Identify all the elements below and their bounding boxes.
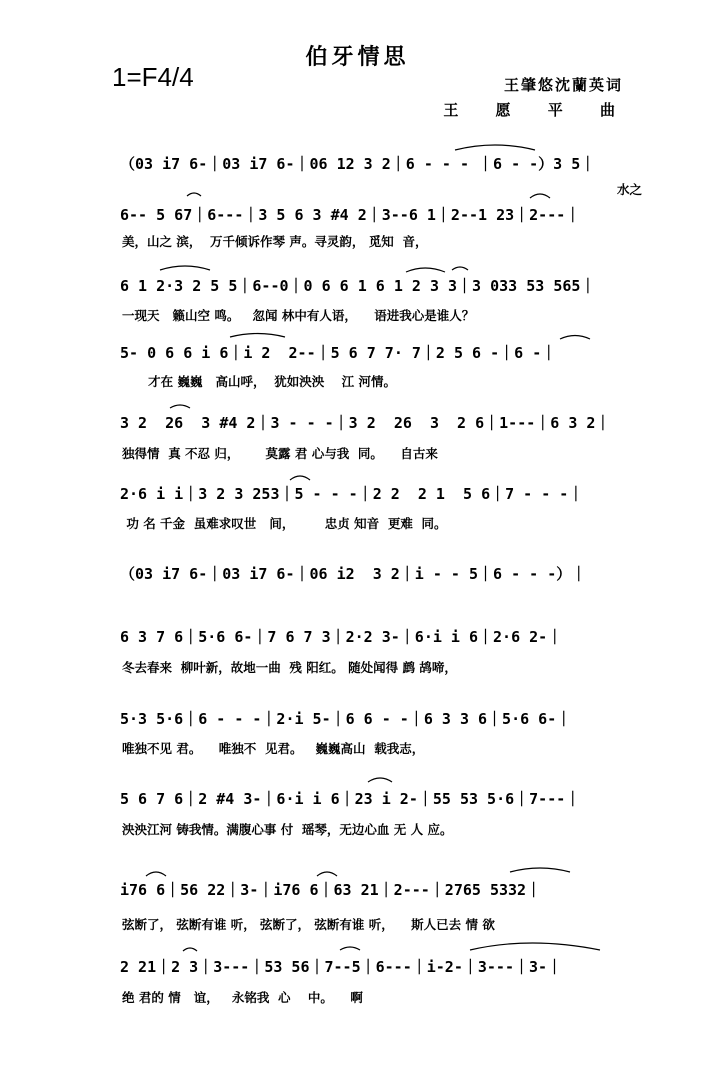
notation-row-2: 6-- 5 67｜6---｜3 5 6 3 #4 2｜3--6 1｜2--1 23｜2---｜ bbox=[120, 206, 581, 224]
lyrics-row-9: 唯独不见 君。 唯独不 见君。 巍巍高山 载我志， bbox=[122, 741, 425, 756]
lyricist-credit: 王肇悠沈蘭英词 bbox=[503, 76, 623, 94]
composer-credit: 王 愿 平 曲 bbox=[443, 101, 631, 119]
lyrics-row-11: 弦断了， 弦断有谁 听， 弦断了， 弦断有谁 听， 斯人已去 情 欲 bbox=[122, 917, 495, 932]
notation-row-9: 5·3 5·6｜6 - - -｜2·i 5-｜6 6 - -｜6 3 3 6｜5·6 6-｜ bbox=[120, 710, 572, 728]
notation-row-3: 6 1 2·3 2 5 5｜6--0｜0 6 6 1 6 1 2 3 3｜3 033 53 565｜ bbox=[120, 277, 596, 295]
slur-mark bbox=[230, 334, 285, 338]
notation-row-7: （03 i7 6-｜03 i7 6-｜06 i2 3 2｜i - - 5｜6 - - -）｜ bbox=[120, 565, 587, 583]
slur-mark bbox=[452, 267, 468, 270]
notation-row-6: 2·6 i i｜3 2 3 253｜5 - - -｜2 2 2 1 5 6｜7 - - -｜ bbox=[120, 485, 584, 503]
lyrics-row-8: 冬去春来 柳叶新，故地一曲 残 阳红。 随处闻得 鹧 鸪啼， bbox=[122, 660, 457, 675]
lyrics-row-3: 一现天 籁山空 鸣。 忽闻 林中有人语， 语进我心是谁人？ bbox=[122, 308, 475, 323]
slur-mark bbox=[170, 405, 190, 408]
slur-mark bbox=[160, 266, 210, 270]
lyrics-row-10: 泱泱江河 铸我情。满腹心事 付 瑶琴，无边心血 无 人 应。 bbox=[122, 822, 453, 837]
lyrics-row-12: 绝 君的 情 谊， 永铭我 心 中。 啊 bbox=[122, 990, 363, 1005]
lyrics-row-5: 独得情 真 不忍 归， 莫露 君 心与我 同。 自古来 bbox=[122, 446, 438, 461]
notation-row-5: 3 2 26 3 #4 2｜3 - - -｜3 2 26 3 2 6｜1---｜6 3 2｜ bbox=[120, 414, 611, 432]
lyrics-row-1: 水之 bbox=[616, 182, 642, 197]
notation-row-4: 5- 0 6 6 i 6｜i 2 2--｜5 6 7 7· 7｜2 5 6 -｜6 -｜ bbox=[120, 344, 557, 362]
slur-mark bbox=[470, 943, 600, 950]
song-title: 伯牙情思 bbox=[305, 44, 410, 70]
notation-row-12: 2 21｜2 3｜3---｜53 56｜7--5｜6---｜i-2-｜3---｜3-｜ bbox=[120, 958, 563, 976]
slur-mark bbox=[368, 778, 392, 782]
notation-row-11: i76 6｜56 22｜3-｜i76 6｜63 21｜2---｜2765 5332｜ bbox=[120, 881, 542, 899]
notation-row-10: 5 6 7 6｜2 #4 3-｜6·i i 6｜23 i 2-｜55 53 5·6｜7---｜ bbox=[120, 790, 581, 808]
slur-mark bbox=[340, 947, 360, 950]
lyrics-row-6: 功 名 千金 虽难求叹世 间， 忠贞 知音 更难 同。 bbox=[122, 516, 447, 531]
notation-row-1: （03 i7 6-｜03 i7 6-｜06 12 3 2｜6 - - - ｜6 - -）3 5｜ bbox=[120, 155, 596, 173]
notation-row-8: 6 3 7 6｜5·6 6-｜7 6 7 3｜2·2 3-｜6·i i 6｜2·6 2-｜ bbox=[120, 628, 563, 646]
lyrics-row-2: 美，山之 滨， 万千倾诉作琴 声。寻灵韵， 觅知 音， bbox=[122, 234, 428, 249]
slur-mark bbox=[183, 948, 197, 951]
slur-mark bbox=[510, 868, 570, 872]
lyrics-row-4: 才在 巍巍 高山呼， 犹如泱泱 江 河情。 bbox=[122, 374, 396, 389]
key-signature: 1=F4/4 bbox=[112, 62, 194, 92]
